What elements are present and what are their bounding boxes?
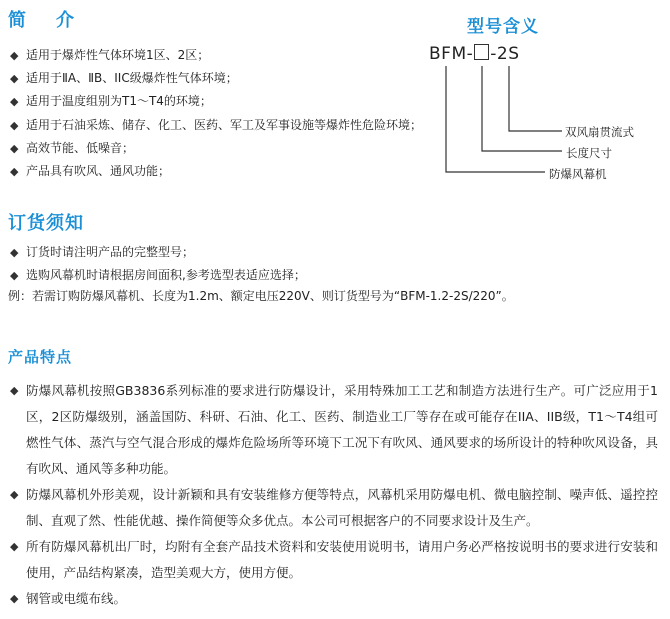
feature-item: ◆ 防爆风幕机按照GB3836系列标准的要求进行防爆设计，采用特殊加工工艺和制造方法进行生产。可广泛应用于1区，2区防爆级别，涵盖国防、科研、石油、化工、医药、制造业工厂等存在或可能存在IIA、IIB级，T1～T4组可燃性气体、蒸汽与空气混合形成的爆炸危险场所等环境下工况下有吹风、通风要求的场所设计的特种吹风设备，具有吹风、通风等多种功能。 [10,378,658,482]
intro-item: ◆ 适用于石油采炼、储存、化工、医药、军工及军事设施等爆炸性危险环境； [10,114,430,137]
diamond-bullet-icon: ◆ [10,592,19,605]
order-heading: 订货须知 [8,213,84,234]
intro-item: ◆ 适用于温度组别为T1～T4的环境； [10,90,430,113]
intro-heading: 简 介 [8,10,80,31]
order-item: ◆ 订货时请注明产品的完整型号； [10,241,650,264]
diamond-bullet-icon: ◆ [10,269,19,282]
diamond-bullet-icon: ◆ [10,49,19,62]
diamond-bullet-icon: ◆ [10,141,19,155]
model-code-prefix: BFM- [429,44,474,64]
diamond-bullet-icon: ◆ [10,95,19,109]
diamond-bullet-icon: ◆ [10,72,19,86]
model-code [429,44,520,64]
order-example: 例：若需订购防爆风幕机、长度为1.2m、额定电压220V、则订货型号为“BFM-1.2-2S/220”。 [8,289,514,303]
diamond-bullet-icon: ◆ [10,118,19,132]
diamond-bullet-icon: ◆ [10,384,19,397]
model-heading: 型号含义 [467,17,539,37]
diamond-bullet-icon: ◆ [10,165,19,179]
intro-list [10,44,430,183]
model-label-length: 长度尺寸 [566,146,612,160]
model-code-suffix: -2S [490,44,520,64]
diamond-bullet-icon: ◆ [10,540,19,553]
feature-item: ◆ 钢管或电缆布线。 [10,586,658,612]
diamond-bullet-icon: ◆ [10,246,19,259]
model-label-fan-type: 双风扇贯流式 [565,125,634,139]
intro-item: ◆ 适用于ⅡA、ⅡB、IIC级爆炸性气体环境； [10,67,430,90]
features-list [10,378,658,612]
features-heading: 产品特点 [8,348,73,366]
order-item: ◆ 选购风幕机时请根据房间面积,参考选型表适应选择； [10,264,650,287]
diamond-bullet-icon: ◆ [10,488,19,501]
intro-item: ◆ 高效节能、低噪音； [10,137,430,160]
feature-item: ◆ 防爆风幕机外形美观，设计新颖和具有安装维修方便等特点，风幕机采用防爆电机、微电脑控制、噪声低、遥控控制、直观了然、性能优越、操作简便等众多优点。本公司可根据客户的不同要求设计及生产。 [10,482,658,534]
model-label-product: 防爆风幕机 [549,167,607,181]
order-list [10,241,650,287]
intro-item: ◆ 产品具有吹风、通风功能； [10,160,430,183]
feature-item: ◆ 所有防爆风幕机出厂时，均附有全套产品技术资料和安装使用说明书，请用户务必严格按说明书的要求进行安装和使用，产品结构紧凑，造型美观大方，使用方便。 [10,534,658,586]
intro-item: ◆ 适用于爆炸性气体环境1区、2区； [10,44,430,67]
model-code-box [474,44,489,60]
